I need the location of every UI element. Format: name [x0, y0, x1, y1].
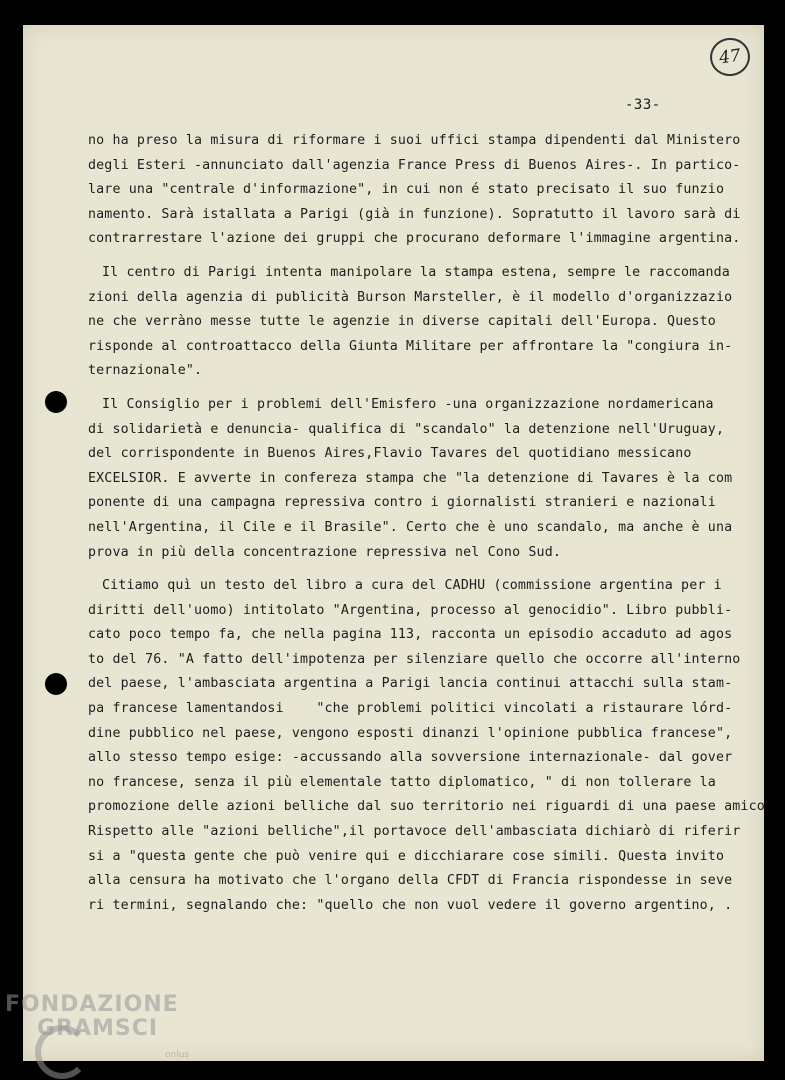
- text-line: Il centro di Parigi intenta manipolare la stampa estena, sempre le raccomanda: [102, 264, 730, 280]
- watermark-line1: FONDAZIONE: [5, 992, 179, 1017]
- text-line: Citiamo quì un testo del libro a cura del CADHU (commissione argentina per i: [102, 578, 722, 594]
- text-line: Il Consiglio per i problemi dell'Emisfero -una organizzazione nordamericana: [102, 396, 714, 412]
- page-number: -33-: [625, 97, 661, 113]
- text-line: prova in più della concentrazione repressiva nel Cono Sud.: [88, 544, 562, 560]
- text-line: Rispetto alle "azioni belliche",il portavoce dell'ambasciata dichiarò di riferir: [88, 824, 741, 840]
- watermark-suffix: onlus: [165, 1050, 190, 1060]
- text-line: allo stesso tempo esige: -accussando alla sovversione internazionale- dal gover: [88, 750, 733, 766]
- paragraph: [88, 261, 738, 384]
- text-line: diritti dell'uomo) intitolato "Argentina, processo al genocidio". Libro pubbli-: [88, 602, 733, 618]
- text-line: alla censura ha motivato che l'organo della CFDT di Francia rispondesse in seve: [88, 873, 733, 889]
- text-line: ne che verràno messe tutte le agenzie in diverse capitali dell'Europa. Questo: [88, 314, 716, 330]
- text-line: promozione delle azioni belliche dal suo territorio nei riguardi di una paese amico: [88, 799, 765, 815]
- watermark-line2: GRAMSCI: [37, 1016, 159, 1041]
- text-line: di solidarietà e denuncia- qualifica di "scandalo" la detenzione nell'Uruguay,: [88, 421, 725, 437]
- text-line: del corrispondente in Buenos Aires,Flavio Tavares del quotidiano messicano: [88, 446, 692, 462]
- text-line: no francese, senza il più elementale tatto diplomatico, " di non tollerare la: [88, 774, 716, 790]
- text-line: ternazionale".: [88, 363, 203, 379]
- text-line: risponde al controattacco della Giunta Militare per affrontare la "congiura in-: [88, 338, 733, 354]
- text-line: ponente di una campagna repressiva contro i giornalisti stranieri e nazionali: [88, 495, 716, 511]
- paragraph: [88, 129, 741, 252]
- text-line: lare una "centrale d'informazione", in cui non é stato precisato il suo funzio: [88, 182, 725, 198]
- paragraph: [88, 393, 738, 565]
- text-line: del paese, l'ambasciata argentina a Parigi lancia continui attacchi sulla stam-: [88, 676, 733, 692]
- text-line: cato poco tempo fa, che nella pagina 113, racconta un episodio accaduto ad agos: [88, 627, 733, 643]
- text-line: dine pubblico nel paese, vengono esposti dinanzi l'opinione pubblica francese",: [88, 725, 733, 741]
- text-line: no ha preso la misura di riformare i suoi uffici stampa dipendenti dal Ministero: [88, 133, 741, 148]
- paragraph: [88, 574, 765, 918]
- text-line: si a "questa gente che può venire qui e dicchiarare cose simili. Questa invito: [88, 848, 725, 864]
- text-line: zioni della agenzia di publicità Burson Marsteller, è il modello d'organizzazio: [88, 289, 733, 305]
- folio-mark: 47: [708, 35, 753, 78]
- text-line: pa francese lamentandosi "che problemi politici vincolati a ristaurare lórd-: [88, 701, 733, 717]
- text-line: contrarrestare l'azione dei gruppi che procurano deformare l'immagine argentina.: [88, 231, 741, 247]
- text-line: nell'Argentina, il Cile e il Brasile". Certo che è uno scandalo, ma anche è una: [88, 519, 733, 535]
- text-line: EXCELSIOR. E avverte in confereza stampa che "la detenzione di Tavares è la com: [88, 470, 733, 486]
- punch-hole: [45, 673, 67, 695]
- text-line: ri termini, segnalando che: "quello che non vuol vedere il governo argentino, .: [88, 897, 733, 913]
- text-line: to del 76. "A fatto dell'impotenza per silenziare quello che occorre all'interno: [88, 651, 741, 667]
- text-line: namento. Sarà istallata a Parigi (già in funzione). Sopratutto il lavoro sarà di: [88, 206, 741, 222]
- watermark-logo: [5, 990, 205, 1080]
- text-line: degli Esteri -annunciato dall'agenzia France Press di Buenos Aires-. In partico-: [88, 157, 741, 173]
- punch-hole: [45, 391, 67, 413]
- document-body: [88, 129, 765, 918]
